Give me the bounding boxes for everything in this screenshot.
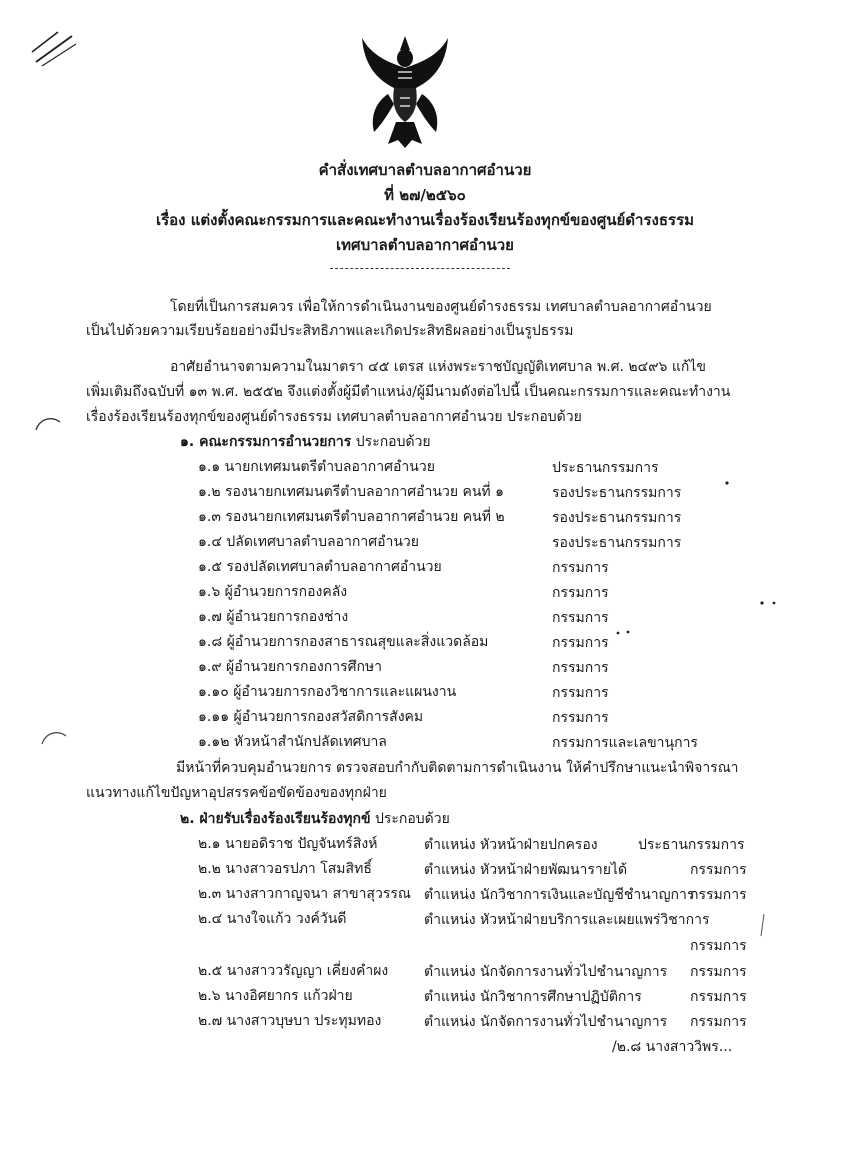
speck-mark-icon <box>614 628 636 638</box>
list-item-role: กรรมการ <box>552 585 609 601</box>
member-name: ๒.๓ นางสาวกาญจนา สาขาสุวรรณ <box>198 886 411 902</box>
list-item: ๑.๓ รองนายกเทศมนตรีตำบลอากาศอำนวย คนที่ ๒ <box>198 509 505 525</box>
hole-punch-mark-icon <box>40 728 68 746</box>
section-2-heading-text: ๒. ฝ่ายรับเรื่องร้องเรียนร้องทุกข์ <box>180 811 371 827</box>
member-name: ๒.๒ นางสาวอรปภา โสมสิทธิ์ <box>198 861 372 877</box>
member-role: กรรมการ <box>690 862 747 878</box>
list-item: ๑.๙ ผู้อำนวยการกองการศึกษา <box>198 659 383 675</box>
speck-mark-icon <box>758 598 780 608</box>
list-item-role: กรรมการ <box>552 660 609 676</box>
list-item-role: กรรมการ <box>552 610 609 626</box>
member-position: ตำแหน่ง หัวหน้าฝ่ายพัฒนารายได้ <box>424 862 628 878</box>
member-name: ๒.๖ นางอิศยากร แก้วฝ่าย <box>198 988 353 1004</box>
list-item: ๑.๑ นายกเทศมนตรีตำบลอากาศอำนวย <box>198 459 435 475</box>
section-1-heading-suffix: ประกอบด้วย <box>355 434 431 450</box>
list-item-role: รองประธานกรรมการ <box>552 510 682 526</box>
member-name: ๒.๔ นางใจแก้ว วงค์วันดี <box>198 911 347 927</box>
list-item: ๑.๑๐ ผู้อำนวยการกองวิชาการและแผนงาน <box>198 684 457 700</box>
list-item-role: กรรมการ <box>552 560 609 576</box>
paragraph-2-line-3: เรื่องร้องเรียนร้องทุกข์ของศูนย์ดำรงธรรม เทศบาลตำบลอากาศอำนวย ประกอบด้วย <box>86 409 582 425</box>
speck-mark-icon <box>722 478 734 488</box>
member-position: ตำแหน่ง หัวหน้าฝ่ายบริการและเผยแพร่วิชาการ <box>424 912 710 928</box>
list-item: ๑.๘ ผู้อำนวยการกองสาธารณสุขและสิ่งแวดล้อม <box>198 634 489 650</box>
list-item: ๑.๔ ปลัดเทศบาลตำบลอากาศอำนวย <box>198 534 419 550</box>
section-1-duty-line-1: มีหน้าที่ควบคุมอำนวยการ ตรวจสอบกำกับติดตามการดำเนินงาน ให้คำปรึกษาแนะนำพิจารณา <box>176 760 739 776</box>
order-title: คำสั่งเทศบาลตำบลอากาศอำนวย <box>318 161 532 179</box>
member-name: ๒.๕ นางสาววรัญญา เคี่ยงคำผง <box>198 963 389 979</box>
member-name: ๒.๗ นางสาวบุษบา ประทุมทอง <box>198 1013 382 1029</box>
member-role: กรรมการ <box>690 887 747 903</box>
member-role: กรรมการ <box>690 1014 747 1030</box>
paragraph-2-line-1: อาศัยอำนาจตามความในมาตรา ๔๕ เตรส แห่งพระราชบัญญัติเทศบาล พ.ศ. ๒๔๙๖ แก้ไข <box>170 359 706 375</box>
order-number: ที่ ๒๗/๒๕๖๐ <box>384 186 466 204</box>
list-item: ๑.๑๑ ผู้อำนวยการกองสวัสดิการสังคม <box>198 709 424 725</box>
list-item: ๑.๗ ผู้อำนวยการกองช่าง <box>198 609 349 625</box>
member-position: ตำแหน่ง นักวิชาการศึกษาปฏิบัติการ <box>424 989 642 1005</box>
section-1-duty-line-2: แนวทางแก้ไขปัญหาอุปสรรคข้อขัดข้องของทุกฝ่าย <box>86 785 387 801</box>
member-position: ตำแหน่ง นักจัดการงานทั่วไปชำนาญการ <box>424 964 668 980</box>
member-position: ตำแหน่ง นักวิชาการเงินและบัญชีชำนาญการ <box>424 887 695 903</box>
handwritten-slash-mark <box>28 22 80 70</box>
paragraph-1-line-1: โดยที่เป็นการสมควร เพื่อให้การดำเนินงานของศูนย์ดำรงธรรม เทศบาลตำบลอากาศอำนวย <box>170 299 712 315</box>
list-item-role: กรรมการ <box>552 685 609 701</box>
section-2-heading-suffix: ประกอบด้วย <box>374 811 450 827</box>
continuation-note: /๒.๘ นางสาววิพร... <box>612 1039 733 1055</box>
garuda-emblem-icon <box>358 32 452 152</box>
order-subject: เรื่อง แต่งตั้งคณะกรรมการและคณะทำงานเรื่องร้องเรียนร้องทุกข์ของศูนย์ดำรงธรรม <box>155 211 695 229</box>
section-2-heading <box>180 808 450 830</box>
list-item-role: กรรมการและเลขานุการ <box>552 735 698 751</box>
section-1-heading <box>180 431 431 453</box>
member-position: ตำแหน่ง นักจัดการงานทั่วไปชำนาญการ <box>424 1014 668 1030</box>
member-role: ประธานกรรมการ <box>638 837 745 853</box>
list-item-role: รองประธานกรรมการ <box>552 535 682 551</box>
member-role: กรรมการ <box>690 964 747 980</box>
list-item: ๑.๖ ผู้อำนวยการกองคลัง <box>198 584 348 600</box>
order-subject-line2: เทศบาลตำบลอากาศอำนวย <box>336 236 514 254</box>
paragraph-2-line-2: เพิ่มเติมถึงฉบับที่ ๑๓ พ.ศ. ๒๕๕๒ จึงแต่งตั้งผู้มีตำแหน่ง/ผู้มีนามดังต่อไปนี้ เป็นคณะกรรมการและคณะทำงาน <box>86 384 731 400</box>
header-separator <box>330 268 510 269</box>
hole-punch-mark-icon <box>34 414 62 432</box>
member-name: ๒.๑ นายอดิราช ปัญจันทร์สิงห์ <box>198 836 378 852</box>
list-item-role: รองประธานกรรมการ <box>552 485 682 501</box>
list-item: ๑.๑๒ หัวหน้าสำนักปลัดเทศบาล <box>198 734 387 750</box>
member-role: กรรมการ <box>690 989 747 1005</box>
member-position: ตำแหน่ง หัวหน้าฝ่ายปกครอง <box>424 837 598 853</box>
list-item-role: ประธานกรรมการ <box>552 460 659 476</box>
paragraph-1-line-2: เป็นไปด้วยความเรียบร้อยอย่างมีประสิทธิภาพและเกิดประสิทธิผลอย่างเป็นรูปธรรม <box>86 323 574 339</box>
list-item: ๑.๕ รองปลัดเทศบาลตำบลอากาศอำนวย <box>198 559 442 575</box>
member-role: กรรมการ <box>690 938 747 954</box>
section-1-heading-text: ๑. คณะกรรมการอำนวยการ <box>180 434 352 450</box>
pen-stroke-mark-icon <box>758 912 768 940</box>
list-item-role: กรรมการ <box>552 635 609 651</box>
list-item: ๑.๒ รองนายกเทศมนตรีตำบลอากาศอำนวย คนที่ ๑ <box>198 484 504 500</box>
list-item-role: กรรมการ <box>552 710 609 726</box>
